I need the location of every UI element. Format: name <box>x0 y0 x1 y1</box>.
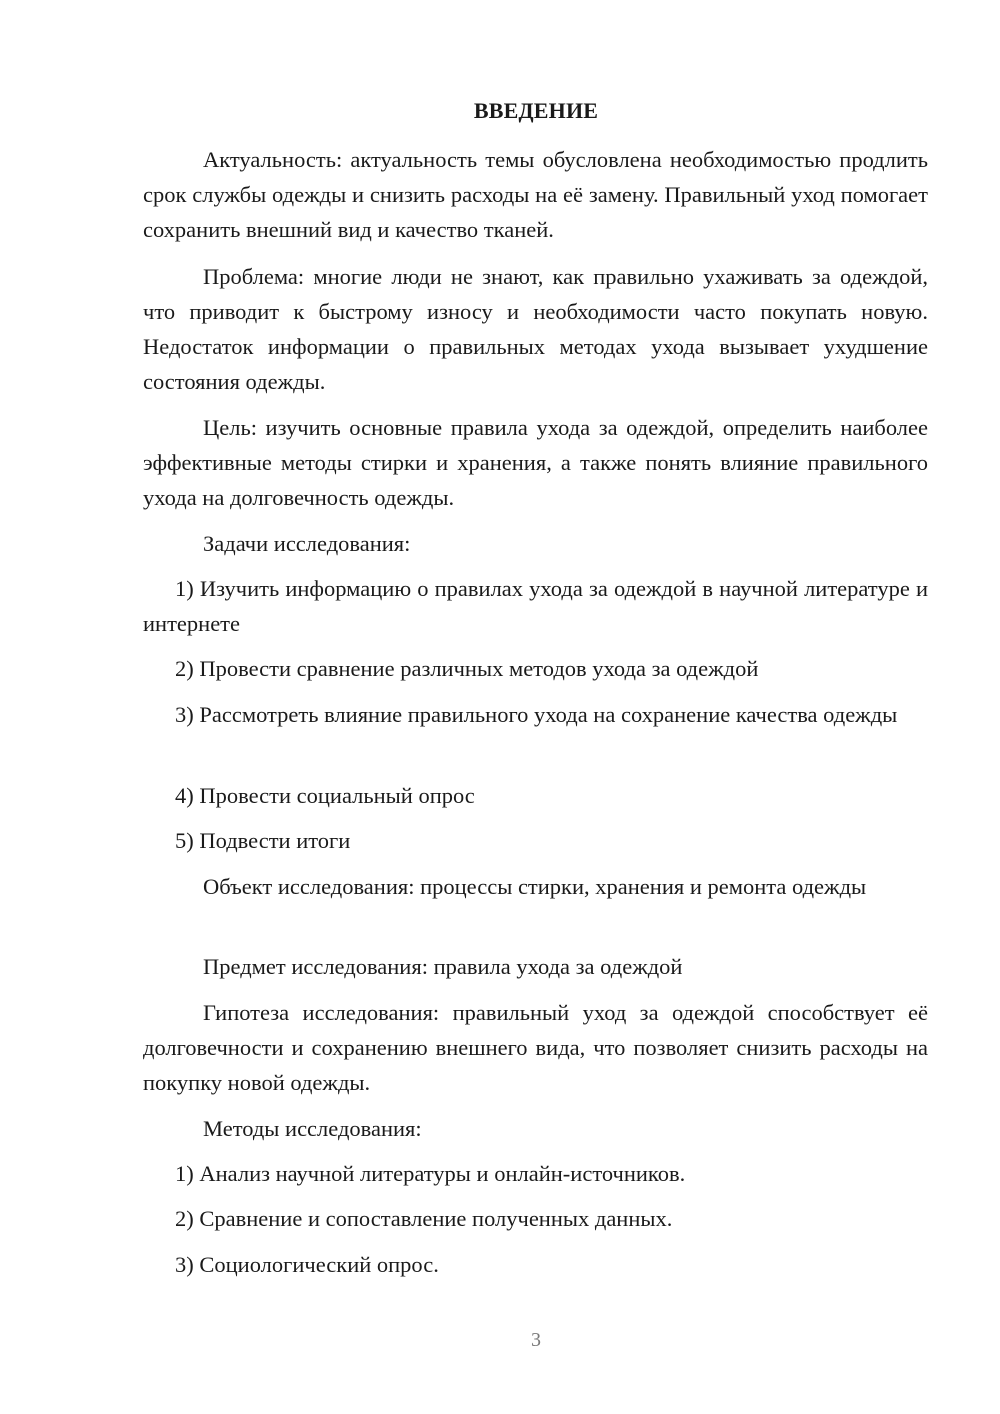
tasks-heading: Задачи исследования: <box>203 531 411 556</box>
problem-paragraph: Проблема: многие люди не знают, как правильно ухаживать за одеждой, что приводит к быстрому износу и необходимости часто покупать новую. Недостаток информации о правильных методах ухода вызывает ухудшение состояния одежды. <box>143 264 928 394</box>
hypothesis-paragraph: Гипотеза исследования: правильный уход за одеждой способствует её долговечности и сохранению внешнего вида, что позволяет снизить расходы на покупку новой одежды. <box>143 1000 928 1095</box>
page-number: 3 <box>531 1329 541 1351</box>
task-item: 5) Подвести итоги <box>175 828 351 853</box>
object-paragraph: Объект исследования: процессы стирки, хранения и ремонта одежды <box>203 874 867 899</box>
task-item: 4) Провести социальный опрос <box>175 783 475 808</box>
methods-heading: Методы исследования: <box>203 1116 422 1141</box>
method-item: 1) Анализ научной литературы и онлайн-источников. <box>175 1161 686 1186</box>
task-item: 3) Рассмотреть влияние правильного ухода на сохранение качества одежды <box>175 702 898 727</box>
relevance-paragraph: Актуальность: актуальность темы обусловлена необходимостью продлить срок службы одежды и снизить расходы на её замену. Правильный уход помогает сохранить внешний вид и качество тканей. <box>143 147 928 242</box>
page-title: ВВЕДЕНИЕ <box>473 98 599 123</box>
method-item: 3) Социологический опрос. <box>175 1252 439 1277</box>
subject-paragraph: Предмет исследования: правила ухода за одеждой <box>203 954 683 979</box>
method-item: 2) Сравнение и сопоставление полученных данных. <box>175 1206 673 1231</box>
task-item: 2) Провести сравнение различных методов ухода за одеждой <box>175 656 759 681</box>
task-item: 1) Изучить информацию о правилах ухода за одеждой в научной литературе и интернете <box>143 576 928 636</box>
goal-paragraph: Цель: изучить основные правила ухода за одеждой, определить наиболее эффективные методы стирки и хранения, а также понять влияние правильного ухода на долговечность одежды. <box>143 415 928 510</box>
